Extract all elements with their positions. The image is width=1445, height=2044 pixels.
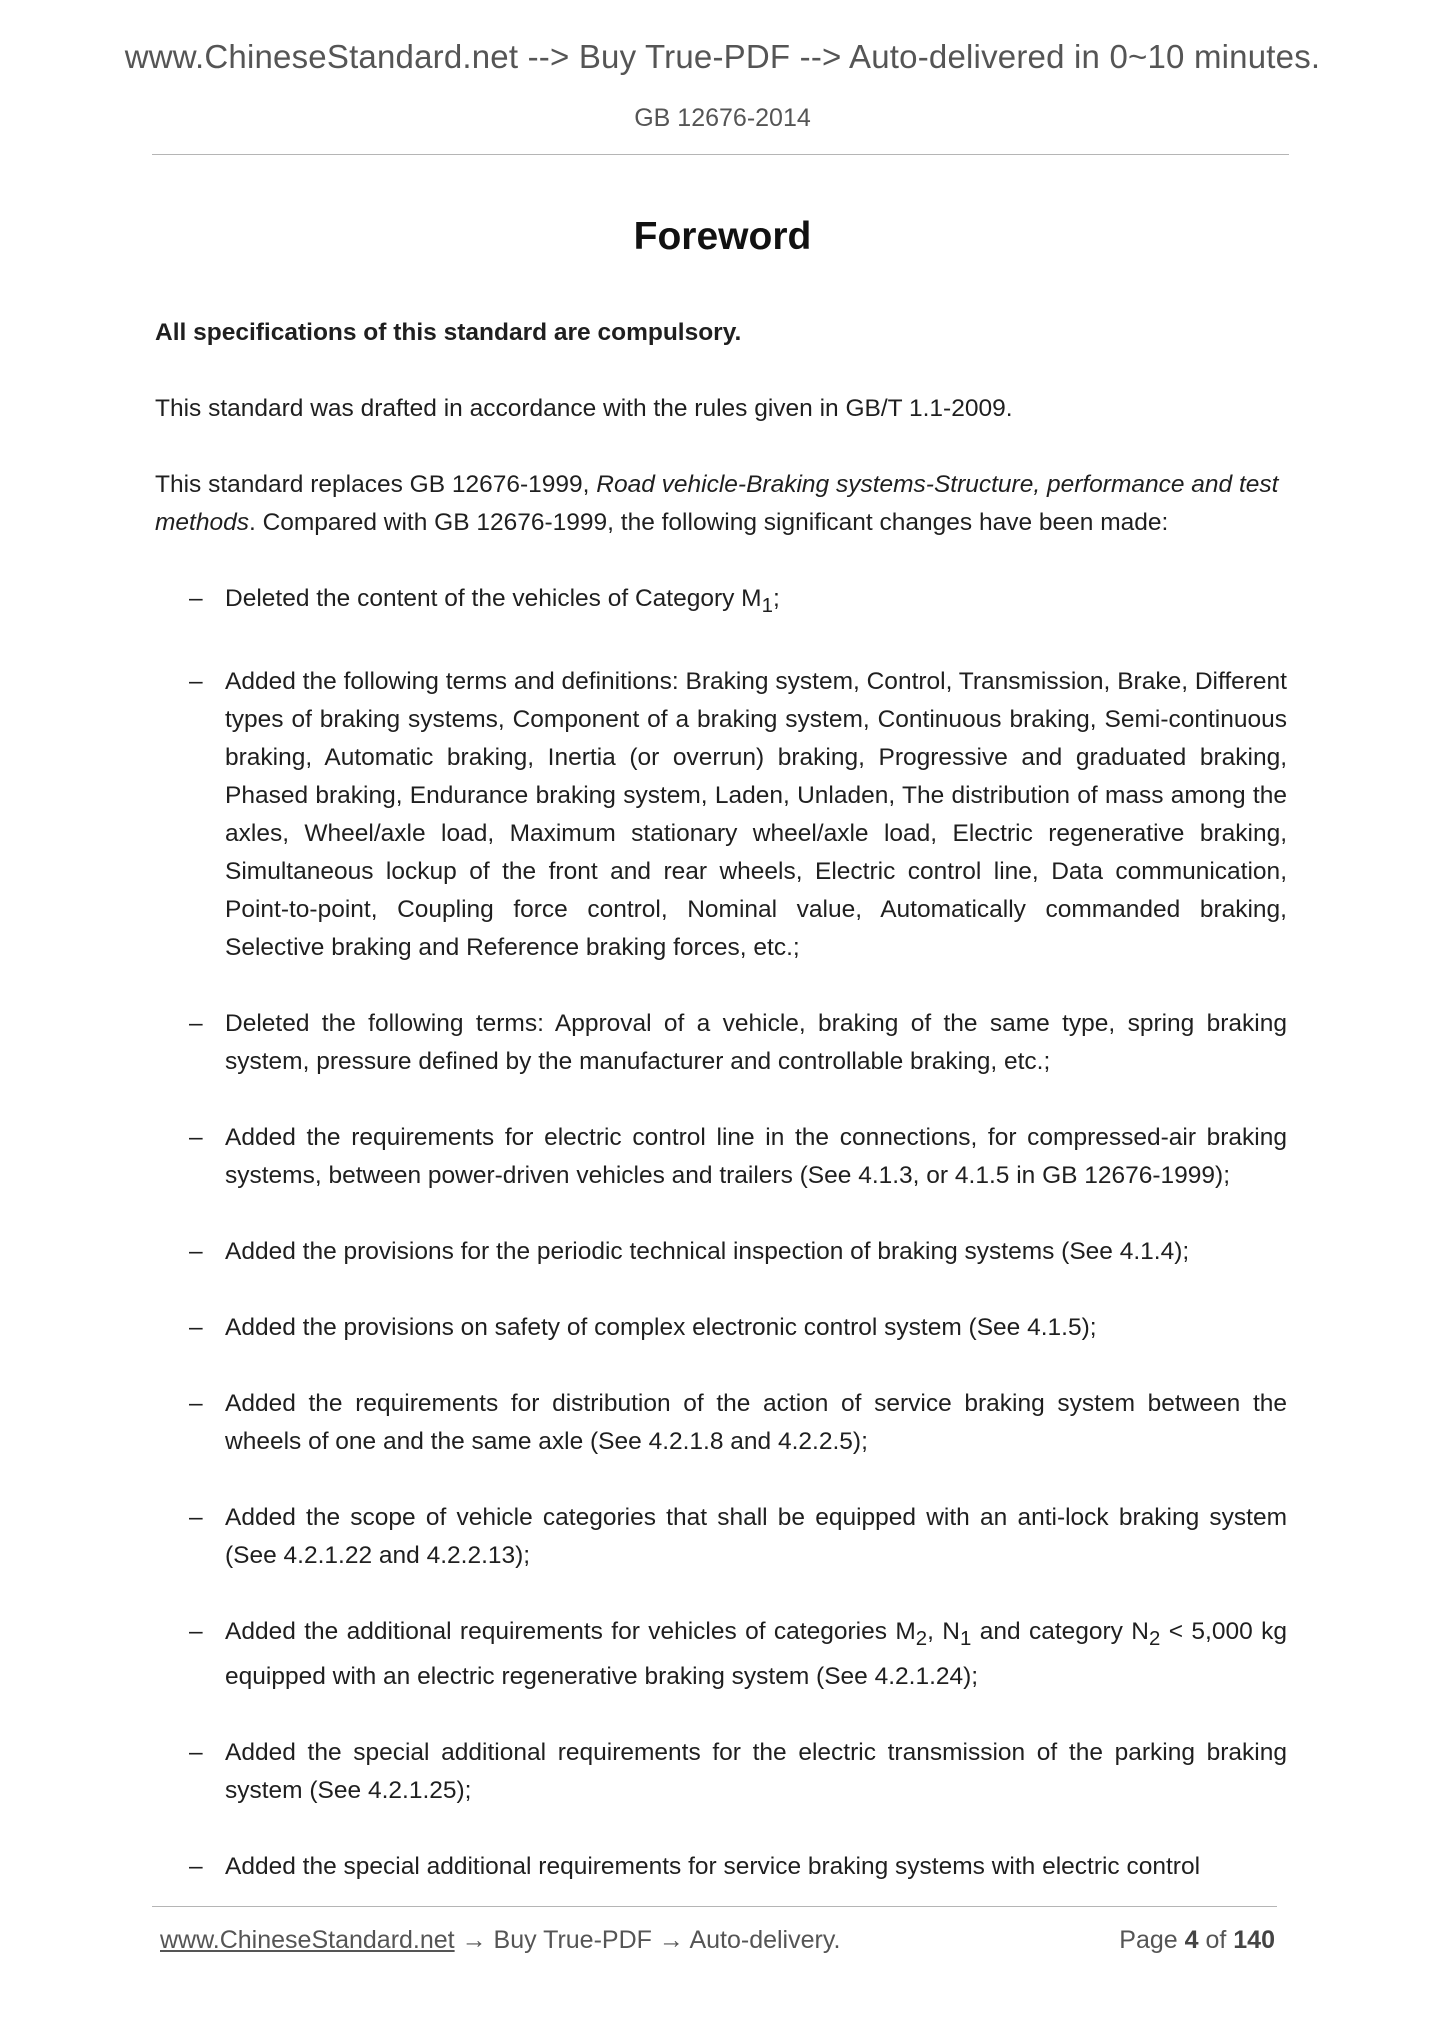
item-text: Added the provisions for the periodic technical inspection of braking systems (See 4.1.4); xyxy=(225,1237,1190,1265)
list-item xyxy=(155,1734,1287,1810)
dash-bullet: – xyxy=(189,1389,203,1417)
list-item xyxy=(155,580,1287,625)
item-text: and category N xyxy=(971,1617,1150,1645)
dash-bullet: – xyxy=(189,1503,203,1531)
item-text: Added the requirements for electric control line in the connections, for compressed-air braking systems, between power-driven vehicles and trailers (See 4.1.3, or 4.1.5 in GB 12676-1999); xyxy=(225,1123,1287,1189)
page-label: Page xyxy=(1119,1926,1178,1954)
list-item xyxy=(155,1385,1287,1461)
list-item xyxy=(155,1309,1287,1347)
item-text: , N xyxy=(927,1617,960,1645)
drafting-statement: This standard was drafted in accordance with the rules given in GB/T 1.1-2009. xyxy=(155,395,1013,422)
arrow-icon: → xyxy=(461,1926,487,1954)
dash-bullet: – xyxy=(189,1237,203,1265)
page-title: Foreword xyxy=(633,215,812,258)
item-text: Deleted the content of the vehicles of Category M xyxy=(225,585,762,612)
footer-promo xyxy=(160,1926,840,1955)
item-text: Added the provisions on safety of complex electronic control system (See 4.1.5); xyxy=(225,1313,1097,1341)
subscript: 1 xyxy=(761,594,773,617)
subscript: 1 xyxy=(959,1627,972,1650)
item-text: Added the scope of vehicle categories that shall be equipped with an anti-lock braking system (See 4.2.1.22 and 4.2.2.13); xyxy=(225,1503,1287,1569)
footer-divider xyxy=(152,1906,1277,1907)
item-text: Added the special additional requirements for service braking systems with electric control xyxy=(225,1852,1201,1880)
item-text: ; xyxy=(772,585,780,612)
list-item xyxy=(155,1233,1287,1271)
list-item xyxy=(155,1499,1287,1575)
dash-bullet: – xyxy=(189,1009,203,1037)
dash-bullet: – xyxy=(189,1852,203,1880)
item-text: Added the special additional requirements for the electric transmission of the parking braking system (See 4.2.1.25); xyxy=(225,1738,1287,1804)
arrow-icon: → xyxy=(658,1926,684,1954)
list-item xyxy=(155,1613,1287,1696)
current-page: 4 xyxy=(1184,1926,1199,1954)
site-link[interactable]: www.ChineseStandard.net xyxy=(160,1926,455,1954)
dash-bullet: – xyxy=(189,667,203,695)
replaces-suffix: . Compared with GB 12676-1999, the following significant changes have been made: xyxy=(248,509,1169,536)
replaces-statement xyxy=(155,466,1287,542)
dash-bullet: – xyxy=(189,1123,203,1151)
dash-bullet: – xyxy=(189,585,203,612)
delivery-text: Auto-delivery. xyxy=(689,1926,841,1954)
item-text: < 5,000 kg equipped with an electric regenerative braking system (See 4.2.1.24); xyxy=(225,1617,1287,1690)
page-number xyxy=(1119,1926,1275,1955)
replaced-standard-title: Road vehicle-Braking systems-Structure, performance and test methods xyxy=(155,471,1279,536)
site-banner: www.ChineseStandard.net --> Buy True-PDF --> Auto-delivered in 0~10 minutes. xyxy=(124,38,1321,75)
document-body xyxy=(155,314,1287,1880)
page-footer xyxy=(160,1926,1275,1966)
of-label: of xyxy=(1205,1926,1227,1954)
buy-text: Buy True-PDF xyxy=(493,1926,652,1954)
total-pages: 140 xyxy=(1233,1926,1275,1954)
list-item xyxy=(155,1005,1287,1081)
list-item xyxy=(155,663,1287,967)
item-text: Added the following terms and definitions: Braking system, Control, Transmission, Brake, Different types of braking systems, Component of a braking system, Continuous braking, Semi-continuous braking, Automatic braking, Inertia (or overrun) braking, Progressive and graduated braking, Phased braking, Endurance braking system, Laden, Unladen, The distribution of mass among the axles, Wheel/axle load, Maximum stationary wheel/axle load, Electric regenerative braking, Simultaneous lockup of the front and rear wheels, Electric control line, Data communication, Point-to-point, Coupling force control, Nominal value, Automatically commanded braking, Selective braking and Reference braking forces, etc.; xyxy=(225,667,1287,961)
dash-bullet: – xyxy=(189,1738,203,1766)
dash-bullet: – xyxy=(189,1313,203,1341)
item-text: Deleted the following terms: Approval of a vehicle, braking of the same type, spring braking system, pressure defined by the manufacturer and controllable braking, etc.; xyxy=(225,1009,1287,1075)
item-text: Added the additional requirements for vehicles of categories M xyxy=(225,1617,916,1645)
list-item xyxy=(155,1119,1287,1195)
standard-code: GB 12676-2014 xyxy=(634,104,811,132)
replaces-prefix: This standard replaces GB 12676-1999, xyxy=(155,471,597,498)
dash-bullet: – xyxy=(189,1617,203,1645)
compulsory-statement: All specifications of this standard are compulsory. xyxy=(155,319,742,346)
changes-list xyxy=(155,580,1287,1880)
list-item xyxy=(155,1848,1287,1880)
item-text: Added the requirements for distribution of the action of service braking system between the wheels of one and the same axle (See 4.2.1.8 and 4.2.2.5); xyxy=(225,1389,1287,1455)
subscript: 2 xyxy=(1149,1627,1161,1650)
subscript: 2 xyxy=(915,1627,928,1650)
